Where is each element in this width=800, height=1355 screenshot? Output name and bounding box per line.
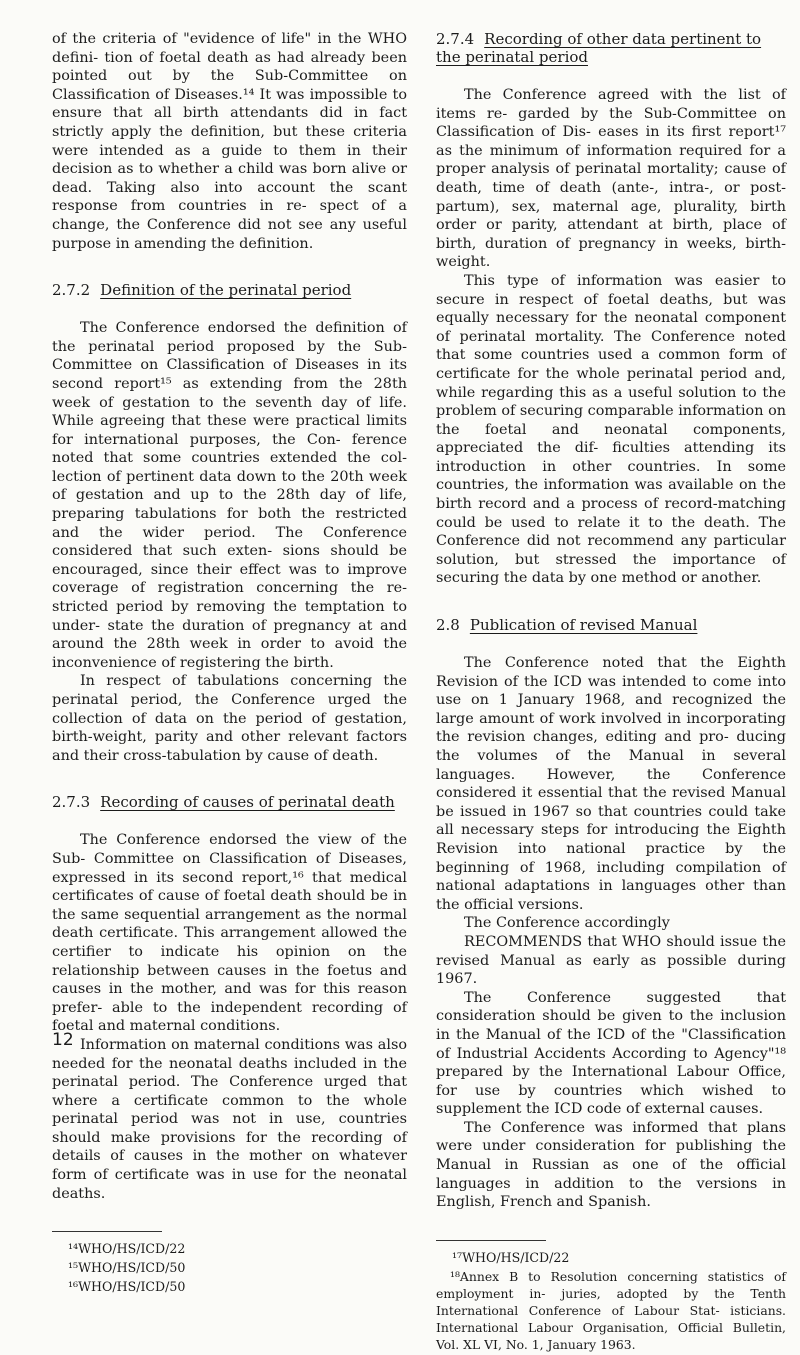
paragraph: The Conference was informed that plans were under consideration for publishing the Manual in Russian as one of the official languages in addition to the versions in English, French and Spanish. xyxy=(436,1119,786,1211)
section-number: 2.8 xyxy=(436,616,460,635)
section-number: 2.7.2 xyxy=(52,281,91,300)
paragraph: of the criteria of "evidence of life" in the WHO defini- tion of foetal death as had already been pointed out by the Sub-Committee on Classification of Diseases.¹⁴ It was impossible to ensure that all birth attendants did in fact strictly apply the definition, but these criteria were intended as a guide to them in their decision as to whether a child was born alive or dead. Taking also into account the scant response from countries in re- spect of a change, the Conference did not see any useful purpose in amending the definition. xyxy=(52,31,407,252)
section-heading-2-7-4 xyxy=(436,30,786,66)
paragraph: The Conference accordingly xyxy=(464,915,670,932)
footnote-divider xyxy=(52,1231,162,1232)
section-heading-2-7-3 xyxy=(52,793,407,811)
paragraph: The Conference suggested that consideration should be given to the inclusion in the Manual of the ICD of the "Classification of Industrial Accidents According to Agency"¹⁸ prepared by the International Labour Office, for use by countries which wished to supplement the ICD code of external causes. xyxy=(436,989,786,1118)
paragraph: The Conference endorsed the definition of the perinatal period proposed by the Sub-Committee on Classification of Diseases in its second report¹⁵ as extending from the 28th week of gestation to the seventh day of life. While agreeing that these were practical limits for international purposes, the Con- ference noted that some countries extended the col- lection of pertinent data down to the 20th week of gestation and up to the 28th day of life, preparing tabulations for both the restricted and the wider period. The Conference considered that such exten- sions should be encouraged, since their effect was to improve coverage of registration concerning the re- stricted period by removing the temptation to under- state the duration of pregnancy at and around the 28th week in order to avoid the inconvenience of registering the birth. xyxy=(52,320,407,671)
footnote: ¹⁸Annex B to Resolution concerning statistics of employment in- juries, adopted by the Tenth International Conference of Labour Stat- isticians. International Labour Organisation, Official Bulletin, Vol. XL VI, No. 1, January 1963. xyxy=(436,1268,786,1352)
section-title: Publication of revised Manual xyxy=(469,616,698,635)
paragraph: The Conference agreed with the list of items re- garded by the Sub-Committee on Classification of Dis- eases in its first report¹⁷ as the minimum of information required for a proper analysis of perinatal mortality; cause of death, time of death (ante-, intra-, or post- partum), sex, maternal age, plurality, birth order or parity, attendant at birth, place of birth, duration of pregnancy in weeks, birth-weight. xyxy=(436,87,786,271)
section-heading-2-7-2 xyxy=(52,281,407,299)
page-number: 12 xyxy=(52,1030,74,1050)
paragraph: In respect of tabulations concerning the perinatal period, the Conference urged the collection of data on the period of gestation, birth-weight, parity and other relevant factors and their cross-tabulation by cause of death. xyxy=(52,673,407,764)
section-title: Recording of causes of perinatal death xyxy=(100,793,395,812)
paragraph: The Conference noted that the Eighth Revision of the ICD was intended to come into use on 1 January 1968, and recognized the large amount of work involved in incorporating the revision changes, editing and pro- ducing the volumes of the Manual in several languages. However, the Conference considered it essential that the revised Manual be issued in 1967 so that countries could take all necessary steps for introducing the Eighth Revision into national practice by the beginning of 1968, including compilation of national adaptations in languages other than the official versions. xyxy=(436,655,786,913)
paragraph: Information on maternal conditions was also needed for the neonatal deaths included in the perinatal period. The Conference urged that where a certificate common to the whole perinatal period was not in use, countries should make provisions for the recording of details of causes in the mother on whatever form of certificate was in use for the neonatal deaths. xyxy=(52,1036,407,1202)
section-title: Definition of the perinatal period xyxy=(100,281,352,300)
footnote: ¹⁴WHO/HS/ICD/22 xyxy=(68,1241,186,1257)
section-number: 2.7.3 xyxy=(52,793,91,812)
paragraph: This type of information was easier to secure in respect of foetal deaths, but was equally necessary for the neonatal component of perinatal mortality. The Conference noted that some countries used a common form of certificate for the whole perinatal period and, while regarding this as a useful solution to the problem of securing comparable information on the foetal and neonatal components, appreciated the dif- ficulties attending its introduction in other countries. In some countries, the information was available on the birth record and a process of record-matching could be used to relate it to the death. The Conference did not recommend any particular solution, but stressed the importance of securing the data by one method or another. xyxy=(436,272,786,587)
left-column xyxy=(52,30,407,1297)
paragraph: The Conference endorsed the view of the Sub- Committee on Classification of Diseases, expressed in its second report,¹⁶ that medical certificates of cause of foetal death should be in the same sequential arrangement as the normal death certificate. This arrangement allowed the certifier to indicate his opinion on the relationship between causes in the foetus and causes in the mother, and was for this reason prefer- able to the independent recording of foetal and maternal conditions. xyxy=(52,832,407,1035)
section-title: Recording of other data pertinent to the perinatal period xyxy=(436,30,762,66)
section-heading-2-8 xyxy=(436,616,786,634)
recommendation-paragraph: RECOMMENDS that WHO should issue the revised Manual as early as possible during 1967. xyxy=(436,933,786,988)
footnote: ¹⁶WHO/HS/ICD/50 xyxy=(68,1279,186,1295)
footnote-divider xyxy=(436,1240,546,1241)
section-number: 2.7.4 xyxy=(436,30,475,48)
right-column xyxy=(436,30,786,1355)
footnote: ¹⁷WHO/HS/ICD/22 xyxy=(452,1249,570,1265)
footnote: ¹⁵WHO/HS/ICD/50 xyxy=(68,1260,186,1276)
